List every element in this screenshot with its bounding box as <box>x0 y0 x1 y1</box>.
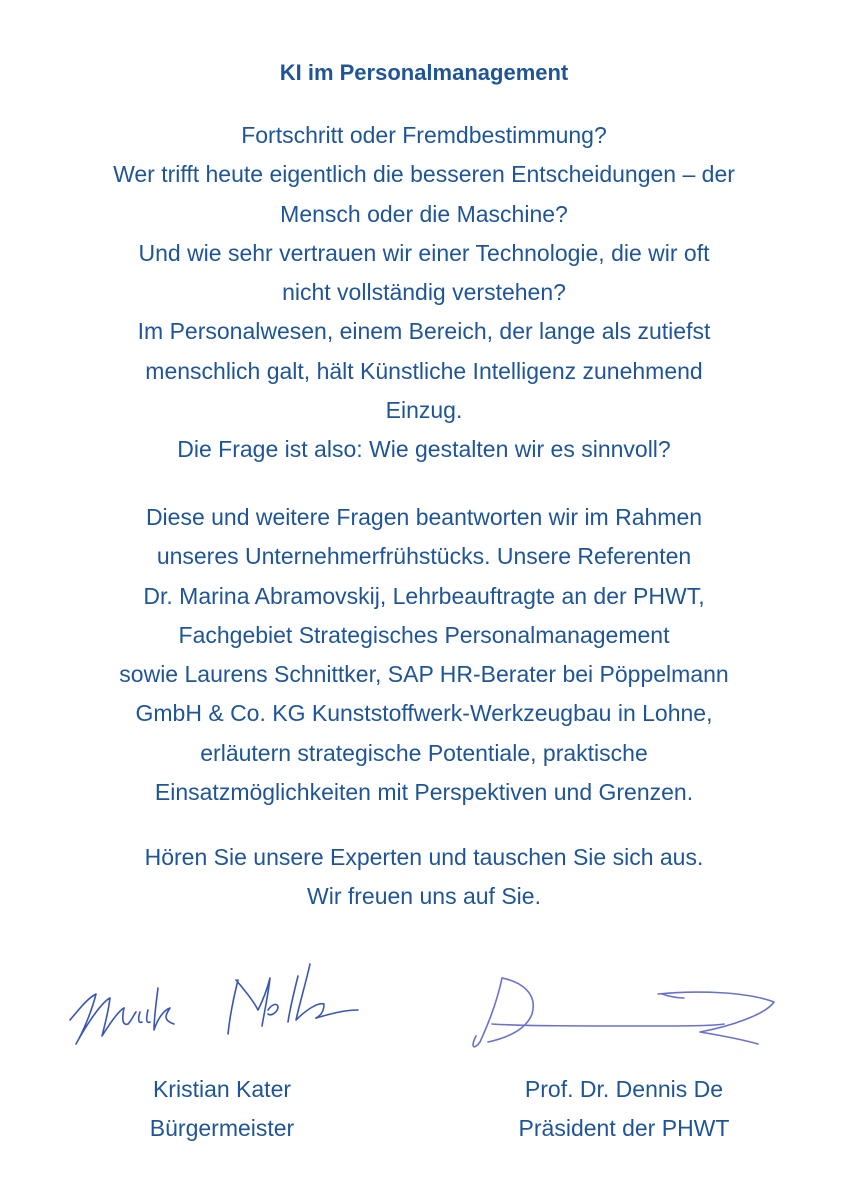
text-line: Wer trifft heute eigentlich die besseren Entscheidungen – der <box>113 161 735 188</box>
text-line: Einzug. <box>385 397 463 424</box>
text-line: nicht vollständig verstehen? <box>282 279 566 306</box>
signatory-right <box>474 1070 774 1148</box>
text-line: Fortschritt oder Fremdbestimmung? <box>241 122 607 148</box>
text-line: sowie Laurens Schnittker, SAP HR-Berater bei Pöppelmann <box>119 661 729 688</box>
body-paragraph <box>24 498 824 812</box>
text-line: Diese und weitere Fragen beantworten wir im Rahmen <box>145 504 703 530</box>
signatory-role: Präsident der PHWT <box>518 1115 730 1141</box>
signatory-role: Bürgermeister <box>149 1115 295 1141</box>
text-line: Hören Sie unsere Experten und tauschen Sie sich aus. <box>144 844 704 870</box>
text-line: Und wie sehr vertrauen wir einer Technologie, die wir oft <box>138 239 710 266</box>
text-line: Mensch oder die Maschine? <box>280 200 568 227</box>
text-line: Die Frage ist also: Wie gestalten wir es sinnvoll? <box>177 436 671 463</box>
text-line: Dr. Marina Abramovskij, Lehrbeauftragte an der PHWT, <box>143 582 705 609</box>
signatory-left <box>72 1070 372 1148</box>
text-line: unseres Unternehmerfrühstücks. Unsere Referenten <box>156 543 692 570</box>
closing-paragraph <box>24 838 824 917</box>
text-line: menschlich galt, hält Künstliche Intelligenz zunehmend <box>145 357 703 384</box>
text-line: GmbH & Co. KG Kunststoffwerk-Werkzeugbau in Lohne, <box>135 700 713 727</box>
signatory-name: Kristian Kater <box>152 1076 292 1102</box>
handwritten-signature-icon <box>62 958 362 1058</box>
text-line: Im Personalwesen, einem Bereich, der lange als zutiefst <box>137 318 711 345</box>
handwritten-signature-icon <box>462 958 782 1058</box>
text-line: Einsatzmöglichkeiten mit Perspektiven und Grenzen. <box>154 779 694 806</box>
text-line: erläutern strategische Potentiale, praktische <box>200 739 648 766</box>
signatory-name: Prof. Dr. Dennis De <box>524 1076 724 1102</box>
text-line: Fachgebiet Strategisches Personalmanagement <box>178 621 670 648</box>
document-title: KI im Personalmanagement <box>279 60 569 85</box>
intro-paragraph <box>24 116 824 470</box>
text-line: Wir freuen uns auf Sie. <box>307 883 541 910</box>
